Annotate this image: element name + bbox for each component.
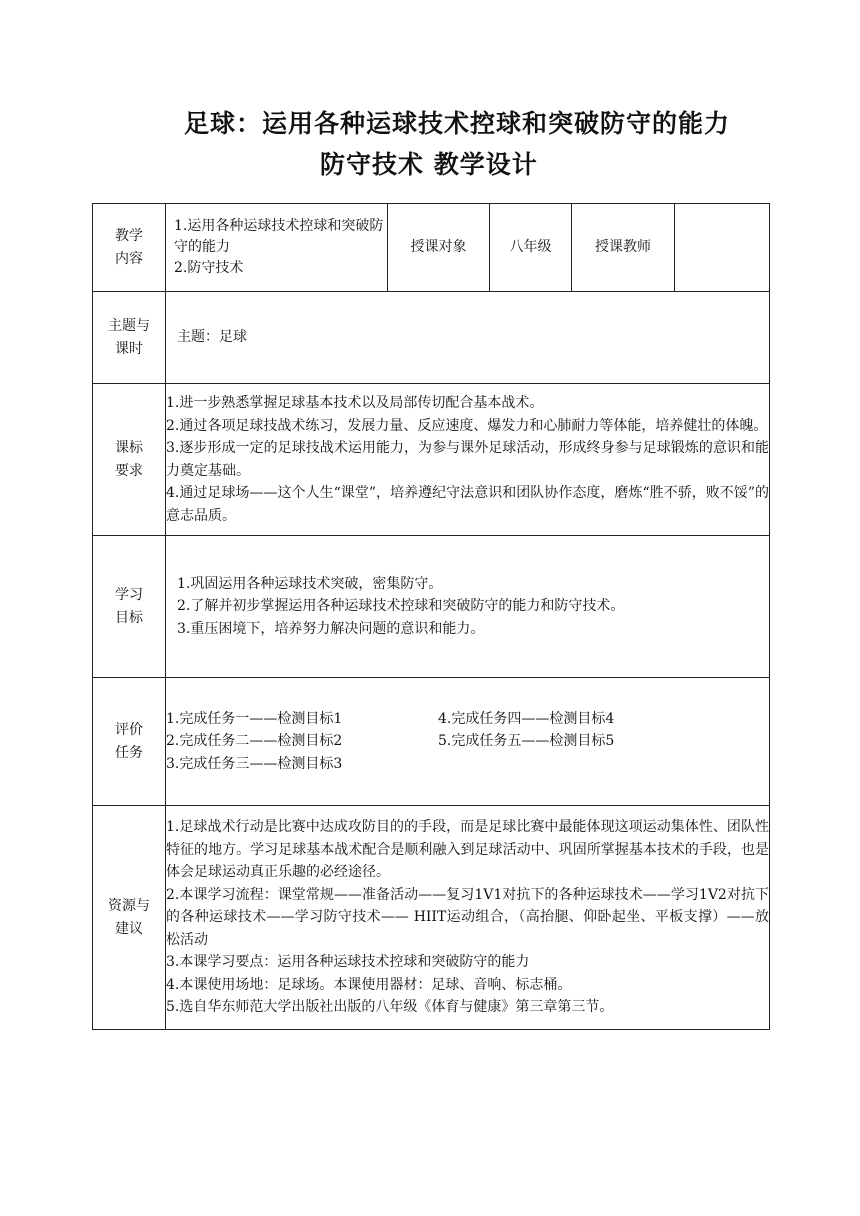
lesson-plan-table — [92, 203, 770, 1030]
evaluation-item: 2.完成任务二——检测目标2 — [166, 733, 343, 750]
label-teaching-content: 教学 内容 — [93, 204, 166, 292]
standards-item: 2.通过各项足球技战术练习，发展力量、反应速度、爆发力和心肺耐力等体能，培养健壮的体魄。 — [166, 417, 768, 434]
resource-item: 1.足球战术行动是比赛中达成攻防目的的手段，而是足球比赛中最能体现这项运动集体性、团队性特征的地方。学习足球基本战术配合是顺利融入到足球活动中、巩固所掌握基本技术的手段，也是体会足球运动真正乐趣的必经途径。 — [166, 819, 769, 881]
goals-cell — [166, 536, 770, 678]
teaching-content-item: 2.防守技术 — [174, 260, 244, 276]
evaluation-cell — [166, 678, 770, 806]
standards-item: 1.进一步熟悉掌握足球基本技术以及局部传切配合基本战术。 — [166, 395, 544, 411]
teaching-content-item: 1.运用各种运球技术控球和突破防守的能力 — [174, 218, 384, 255]
document-title-line1: 足球：运用各种运球技术控球和突破防守的能力 — [184, 109, 731, 138]
evaluation-item: 1.完成任务一——检测目标1 — [166, 710, 343, 727]
row-goals — [93, 536, 770, 678]
evaluation-item: 5.完成任务五——检测目标5 — [438, 733, 615, 750]
standards-cell — [166, 384, 770, 536]
evaluation-item: 3.完成任务三——检测目标3 — [166, 755, 343, 772]
row-standards — [93, 384, 770, 536]
label-goals: 学习 目标 — [93, 536, 166, 678]
label-resources: 资源与 建议 — [93, 806, 166, 1030]
evaluation-item: 4.完成任务四——检测目标4 — [438, 710, 615, 727]
row-teaching-content — [93, 204, 770, 292]
resource-item: 5.选自华东师范大学出版社出版的八年级《体育与健康》第三章第三节。 — [166, 999, 614, 1016]
goal-item: 1.巩固运用各种运球技术突破，密集防守。 — [177, 575, 443, 592]
evaluation-right-column — [438, 708, 614, 776]
evaluation-left-column — [166, 708, 438, 776]
resource-item: 3.本课学习要点：运用各种运球技术控球和突破防守的能力 — [166, 954, 530, 971]
teacher-value — [675, 204, 770, 292]
goal-item: 3.重压困境下，培养努力解决问题的意识和能力。 — [177, 620, 485, 637]
resources-cell — [166, 806, 770, 1030]
row-resources — [93, 806, 770, 1030]
target-label: 授课对象 — [388, 204, 490, 292]
topic-cell — [166, 292, 770, 384]
goal-item: 2.了解并初步掌握运用各种运球技术控球和突破防守的能力和防守技术。 — [177, 598, 625, 615]
teacher-label: 授课教师 — [572, 204, 675, 292]
resource-item: 4.本课使用场地：足球场。本课使用器材：足球、音响、标志桶。 — [166, 976, 572, 993]
target-value: 八年级 — [490, 204, 572, 292]
label-standards: 课标 要求 — [93, 384, 166, 536]
teaching-content-cell — [166, 204, 388, 292]
evaluation-columns — [166, 708, 769, 776]
topic-text: 主题：足球 — [177, 329, 247, 346]
standards-item: 4.通过足球场——这个人生“课堂”，培养遵纪守法意识和团队协作态度，磨炼“胜不骄，败不馁”的意志品质。 — [166, 485, 769, 524]
document-title-line2: 防守技术 教学设计 — [320, 150, 538, 179]
label-topic: 主题与 课时 — [93, 292, 166, 384]
standards-item: 3.逐步形成一定的足球技战术运用能力，为参与课外足球活动，形成终身参与足球锻炼的意识和能力奠定基础。 — [166, 440, 769, 479]
resource-item: 2.本课学习流程：课堂常规——准备活动——复习1V1对抗下的各种运球技术——学习1V2对抗下的各种运球技术——学习防守技术—— HIIT运动组合，（高抬腿、仰卧起坐、平板支撑）——放松活动 — [166, 886, 769, 948]
row-topic — [93, 292, 770, 384]
row-evaluation — [93, 678, 770, 806]
label-evaluation: 评价 任务 — [93, 678, 166, 806]
